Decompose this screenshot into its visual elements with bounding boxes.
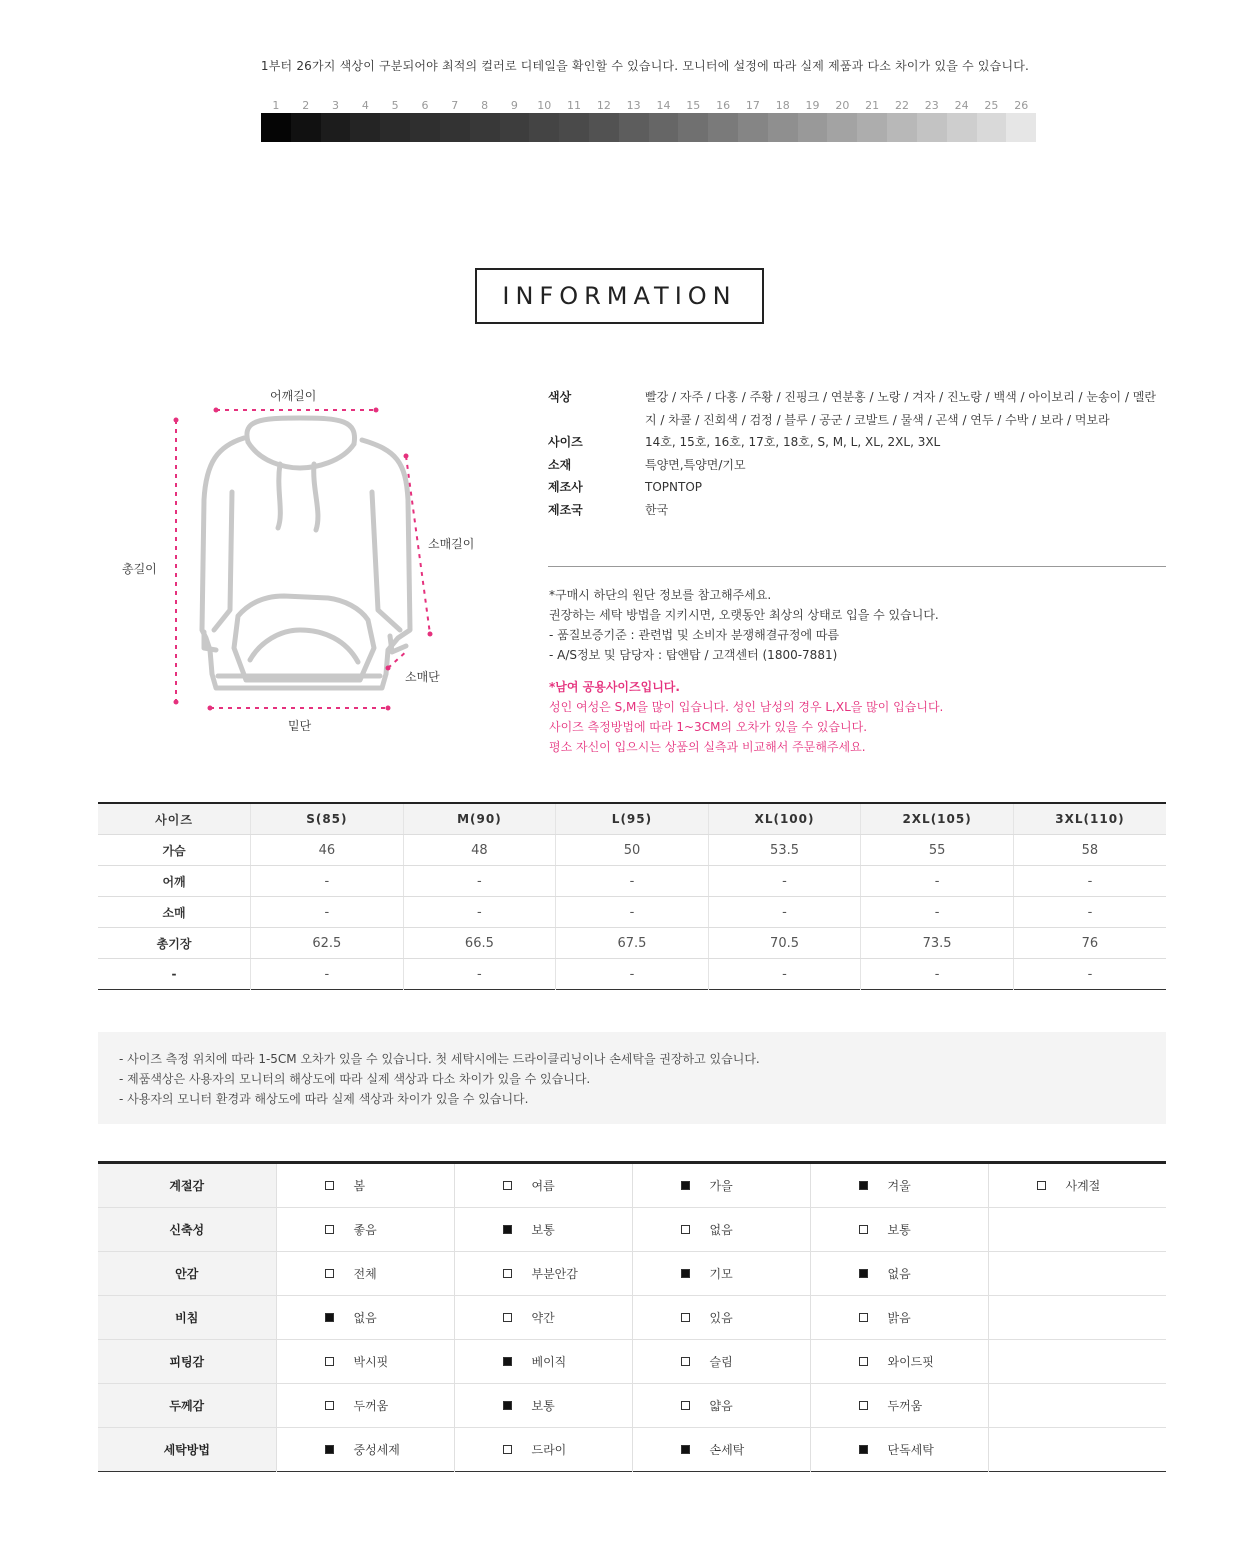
size-header-cell: 3XL(110) [1013,803,1166,835]
color-strip-number: 10 [537,99,552,112]
color-strip-numbers [261,100,1036,112]
unchecked-box-icon [681,1357,690,1366]
color-strip-number: 17 [745,99,760,112]
color-swatch [559,113,589,142]
color-swatch [768,113,798,142]
size-cell: 62.5 [251,928,404,959]
fabric-option-label: 약간 [531,1311,555,1325]
fabric-option [811,1397,988,1414]
color-strip [261,100,1036,142]
color-swatch [798,113,828,142]
color-strip-number: 1 [272,99,280,112]
unchecked-box-icon [503,1313,512,1322]
size-cell: - [861,959,1014,990]
fabric-option [277,1397,454,1414]
color-strip-number: 9 [510,99,518,112]
fabric-option-label: 전체 [353,1267,377,1281]
fabric-option [455,1309,632,1326]
fabric-option-cell [454,1208,632,1252]
fabric-option-cell [810,1296,988,1340]
fabric-option [455,1265,632,1282]
color-swatch [917,113,947,142]
fabric-option [455,1177,632,1194]
color-swatch [589,113,619,142]
unchecked-box-icon [503,1181,512,1190]
color-strip-number: 24 [954,99,969,112]
color-strip-number: 23 [924,99,939,112]
color-strip-number: 7 [451,99,459,112]
fabric-option [455,1221,632,1238]
color-swatch [440,113,470,142]
color-strip-number: 2 [302,99,310,112]
measurement-note-line: - 사용자의 모니터 환경과 해상도에 따라 실제 색상과 차이가 있을 수 있습니다. [119,1092,529,1106]
fabric-option-cell [454,1252,632,1296]
fabric-option-cell [988,1252,1166,1296]
color-swatch [887,113,917,142]
color-strip-number: 11 [567,99,582,112]
fabric-row [98,1163,1166,1208]
size-cell: - [1013,959,1166,990]
fabric-option-label: 좋음 [353,1223,377,1237]
unchecked-box-icon [325,1181,334,1190]
fabric-option [277,1309,454,1326]
size-cell: 58 [1013,835,1166,866]
fabric-option [633,1397,810,1414]
color-swatch [350,113,380,142]
fabric-option-label: 기모 [709,1267,733,1281]
color-strip-number: 16 [716,99,731,112]
fabric-option-cell [276,1384,454,1428]
size-cell: 55 [861,835,1014,866]
spec-row [548,476,1166,499]
size-cell: 76 [1013,928,1166,959]
fabric-option-label: 있음 [709,1311,733,1325]
size-header-cell: 2XL(105) [861,803,1014,835]
spec-key: 소재 [548,457,572,472]
fabric-row-label: 안감 [98,1252,276,1296]
fabric-row-label: 계절감 [98,1163,276,1208]
unchecked-box-icon [325,1225,334,1234]
fabric-option-cell [276,1340,454,1384]
size-cell: - [708,897,861,928]
fabric-option [811,1353,988,1370]
fabric-row [98,1252,1166,1296]
purchase-note-line: - A/S정보 및 담당자 : 탑앤탑 / 고객센터 (1800-7881) [549,648,838,662]
fabric-option-cell [988,1163,1166,1208]
fabric-option-label: 없음 [709,1223,733,1237]
size-cell: - [1013,897,1166,928]
spec-value: 특양면,특양면/기모 [645,457,746,472]
size-header-cell: S(85) [251,803,404,835]
checked-box-icon [325,1445,334,1454]
fabric-option [811,1221,988,1238]
color-swatch [678,113,708,142]
fabric-option-cell [632,1163,810,1208]
checked-box-icon [503,1225,512,1234]
color-strip-number: 13 [626,99,641,112]
fabric-row [98,1208,1166,1252]
size-cell: - [403,897,556,928]
color-swatch [321,113,351,142]
hem-label: 밑단 [288,719,312,733]
size-cell: 66.5 [403,928,556,959]
size-row [98,897,1166,928]
color-strip-number: 5 [391,99,399,112]
fabric-option-label: 겨울 [887,1179,911,1193]
purchase-note-line: 권장하는 세탁 방법을 지키시면, 오랫동안 최상의 상태로 입을 수 있습니다. [549,608,939,622]
fabric-option-label: 사계절 [1065,1179,1101,1193]
fabric-option [633,1309,810,1326]
purchase-note-line: - 품질보증기준 : 관련법 및 소비자 분쟁해결규정에 따름 [549,628,840,642]
size-header-label: 사이즈 [98,803,251,835]
fabric-option-label: 베이직 [531,1355,567,1369]
color-swatch [857,113,887,142]
measurement-note-line: - 제품색상은 사용자의 모니터의 해상도에 따라 실제 색상과 다소 차이가 있을 수 있습니다. [119,1072,591,1086]
measurement-notice-box [98,1032,1166,1124]
fabric-option [633,1353,810,1370]
unchecked-box-icon [859,1357,868,1366]
fabric-option-label: 여름 [531,1179,555,1193]
unchecked-box-icon [859,1401,868,1410]
color-strip-number: 12 [596,99,611,112]
unchecked-box-icon [503,1445,512,1454]
fabric-option-label: 손세탁 [709,1443,745,1457]
checked-box-icon [681,1269,690,1278]
checked-box-icon [859,1181,868,1190]
spec-key: 사이즈 [548,435,583,449]
color-strip-number: 26 [1014,99,1029,112]
fabric-option-cell [454,1384,632,1428]
fabric-row [98,1296,1166,1340]
fabric-option [277,1265,454,1282]
fabric-option-label: 봄 [353,1179,366,1193]
fabric-option [811,1441,988,1458]
fabric-option-label: 없음 [887,1267,911,1281]
spec-key: 색상 [548,390,572,404]
color-strip-number: 22 [894,99,909,112]
fabric-option-label: 와이드핏 [887,1355,934,1369]
fabric-option-cell [276,1208,454,1252]
fabric-option-cell [810,1340,988,1384]
size-header-cell: M(90) [403,803,556,835]
size-cell: - [251,897,404,928]
unchecked-box-icon [859,1313,868,1322]
color-swatch [708,113,738,142]
unisex-note-line: 사이즈 측정방법에 따라 1~3CM의 오차가 있을 수 있습니다. [549,720,868,734]
spec-row [548,454,1166,477]
checked-box-icon [681,1181,690,1190]
fabric-option-cell [988,1340,1166,1384]
color-strip-number: 6 [421,99,429,112]
unchecked-box-icon [325,1357,334,1366]
fabric-option-cell [810,1428,988,1472]
fabric-option [277,1177,454,1194]
spec-row [548,499,1166,522]
checked-box-icon [859,1445,868,1454]
fabric-option-cell [276,1252,454,1296]
fabric-option-cell [632,1208,810,1252]
fabric-option [455,1397,632,1414]
color-strip-number: 19 [805,99,820,112]
color-calibration-notice: 1부터 26가지 색상이 구분되어야 최적의 컬러로 디테일을 확인할 수 있습니다. 모니터에 설정에 따라 실제 제품과 다소 차이가 있을 수 있습니다. [260,59,1030,73]
color-strip-number: 25 [984,99,999,112]
fabric-option-label: 드라이 [531,1443,567,1457]
fabric-row-label: 두께감 [98,1384,276,1428]
spec-value: 14호, 15호, 16호, 17호, 18호, S, M, L, XL, 2XL, 3XL [645,435,941,449]
color-swatch [827,113,857,142]
color-swatch [738,113,768,142]
spec-key: 제조국 [548,502,583,517]
hoodie-measurement-diagram [110,380,510,740]
color-swatch [380,113,410,142]
fabric-option-label: 가을 [709,1179,733,1193]
size-cell: - [1013,866,1166,897]
fabric-option [633,1441,810,1458]
fabric-option [811,1309,988,1326]
fabric-option-cell [988,1296,1166,1340]
fabric-option-cell [810,1208,988,1252]
size-row-label: 소매 [98,897,251,928]
fabric-option [455,1441,632,1458]
purchase-note-line: *구매시 하단의 원단 정보를 참고해주세요. [549,588,772,602]
color-strip-bar [261,113,1036,142]
spec-row [548,386,1166,431]
unchecked-box-icon [325,1401,334,1410]
fabric-option-label: 없음 [353,1311,377,1325]
fabric-row-label: 세탁방법 [98,1428,276,1472]
color-swatch [500,113,530,142]
fabric-option-cell [632,1252,810,1296]
size-cell: 46 [251,835,404,866]
color-strip-number: 14 [656,99,671,112]
fabric-option [277,1353,454,1370]
unisex-size-notes [549,677,1169,757]
size-cell: 67.5 [556,928,709,959]
color-strip-number: 20 [835,99,850,112]
fabric-option-label: 박시핏 [353,1355,389,1369]
size-cell: - [251,866,404,897]
fabric-row-label: 피팅감 [98,1340,276,1384]
product-spec-list [548,386,1166,521]
unchecked-box-icon [681,1313,690,1322]
fabric-option-cell [988,1428,1166,1472]
color-swatch [470,113,500,142]
size-row [98,928,1166,959]
shoulder-length-label: 어깨길이 [270,389,317,403]
fabric-option-label: 밝음 [887,1311,911,1325]
fabric-option [633,1221,810,1238]
color-swatch [529,113,559,142]
color-strip-number: 3 [332,99,340,112]
fabric-option-label: 단독세탁 [887,1443,934,1457]
fabric-option-cell [810,1163,988,1208]
fabric-option-label: 보통 [531,1399,555,1413]
fabric-option [455,1353,632,1370]
fabric-option [277,1441,454,1458]
unchecked-box-icon [503,1269,512,1278]
hoodie-illustration [110,380,510,740]
checked-box-icon [859,1269,868,1278]
color-strip-number: 15 [686,99,701,112]
fabric-row [98,1384,1166,1428]
fabric-row-label: 비침 [98,1296,276,1340]
unisex-note-lines [549,697,1169,757]
purchase-notes [549,585,1169,665]
measurement-note-line: - 사이즈 측정 위치에 따라 1-5CM 오차가 있을 수 있습니다. 첫 세탁시에는 드라이클리닝이나 손세탁을 권장하고 있습니다. [119,1052,760,1066]
fabric-option [811,1177,988,1194]
size-cell: - [708,866,861,897]
size-row-label: 총기장 [98,928,251,959]
size-chart-table [98,802,1166,990]
size-chart-header-row [98,803,1166,835]
fabric-option-cell [632,1384,810,1428]
fabric-option-cell [454,1296,632,1340]
size-cell: 53.5 [708,835,861,866]
spec-value: 한국 [645,502,669,517]
spec-value: TOPNTOP [645,480,702,494]
unchecked-box-icon [681,1225,690,1234]
color-swatch [977,113,1007,142]
fabric-option-cell [454,1163,632,1208]
checked-box-icon [503,1401,512,1410]
size-cell: - [556,866,709,897]
size-row-label: 어깨 [98,866,251,897]
fabric-option-cell [988,1208,1166,1252]
fabric-info-table [98,1161,1166,1472]
fabric-option-cell [810,1384,988,1428]
unisex-headline: *남여 공용사이즈입니다. [549,680,680,694]
size-header-cell: XL(100) [708,803,861,835]
size-row-label: - [171,967,177,981]
color-strip-number: 21 [865,99,880,112]
size-cell: 70.5 [708,928,861,959]
fabric-option [633,1265,810,1282]
color-strip-number: 18 [775,99,790,112]
fabric-option-label: 보통 [887,1223,911,1237]
spec-row [548,431,1166,454]
color-swatch [291,113,321,142]
unchecked-box-icon [1037,1181,1046,1190]
size-cell: - [861,866,1014,897]
checked-box-icon [503,1357,512,1366]
unchecked-box-icon [681,1401,690,1410]
size-cell: - [251,959,404,990]
fabric-row [98,1340,1166,1384]
size-cell: - [708,959,861,990]
fabric-option-label: 두꺼움 [353,1399,389,1413]
fabric-option-cell [454,1340,632,1384]
unchecked-box-icon [325,1269,334,1278]
fabric-option-cell [632,1340,810,1384]
fabric-option-cell [632,1428,810,1472]
fabric-option [989,1177,1167,1194]
size-row-label: 가슴 [98,835,251,866]
size-cell: - [556,897,709,928]
fabric-row-label: 신축성 [98,1208,276,1252]
fabric-option-cell [276,1428,454,1472]
fabric-option [811,1265,988,1282]
fabric-row [98,1428,1166,1472]
size-header-cell: L(95) [556,803,709,835]
size-cell: 50 [556,835,709,866]
color-swatch [649,113,679,142]
fabric-option-label: 얇음 [709,1399,733,1413]
color-strip-number: 4 [361,99,369,112]
spec-value: 빨강 / 자주 / 다홍 / 주황 / 진핑크 / 연분홍 / 노랑 / 겨자 / 진노랑 / 백색 / 아이보리 / 눈송이 / 멜란지 / 차콜 / 진회색 / 검정 / 블루 / 공군 / 코발트 / 물색 / 곤색 / 연두 / 수박 / 보라 / 먹보라 [645,390,1157,427]
checked-box-icon [325,1313,334,1322]
fabric-option-label: 슬림 [709,1355,733,1369]
color-swatch [410,113,440,142]
fabric-option-label: 두꺼움 [887,1399,923,1413]
fabric-option-cell [632,1296,810,1340]
size-cell: 73.5 [861,928,1014,959]
size-cell: - [861,897,1014,928]
color-swatch [947,113,977,142]
size-cell: - [403,959,556,990]
sleeve-length-label: 소매길이 [428,537,475,551]
color-strip-number: 8 [481,99,489,112]
cuff-label: 소매단 [405,670,440,684]
fabric-option-cell [810,1252,988,1296]
color-swatch [1006,113,1036,142]
spec-divider [548,566,1166,567]
checked-box-icon [681,1445,690,1454]
unisex-note-line: 평소 자신이 입으시는 상품의 실측과 비교해서 주문해주세요. [549,740,866,754]
fabric-option-cell [988,1384,1166,1428]
total-length-label: 총길이 [122,562,157,576]
fabric-option-cell [276,1163,454,1208]
fabric-option [277,1221,454,1238]
unchecked-box-icon [859,1225,868,1234]
size-row [98,866,1166,897]
size-row [98,959,1166,990]
color-swatch [261,113,291,142]
fabric-option-label: 부분안감 [531,1267,578,1281]
fabric-option [633,1177,810,1194]
fabric-option-cell [276,1296,454,1340]
size-row [98,835,1166,866]
size-cell: - [403,866,556,897]
fabric-option-label: 중성세제 [353,1443,400,1457]
size-cell: 48 [403,835,556,866]
fabric-option-label: 보통 [531,1223,555,1237]
size-cell: - [556,959,709,990]
fabric-option-cell [454,1428,632,1472]
unisex-note-line: 성인 여성은 S,M을 많이 입습니다. 성인 남성의 경우 L,XL을 많이 입습니다. [549,700,944,714]
information-title: INFORMATION [475,268,764,324]
spec-key: 제조사 [548,480,583,494]
color-swatch [619,113,649,142]
